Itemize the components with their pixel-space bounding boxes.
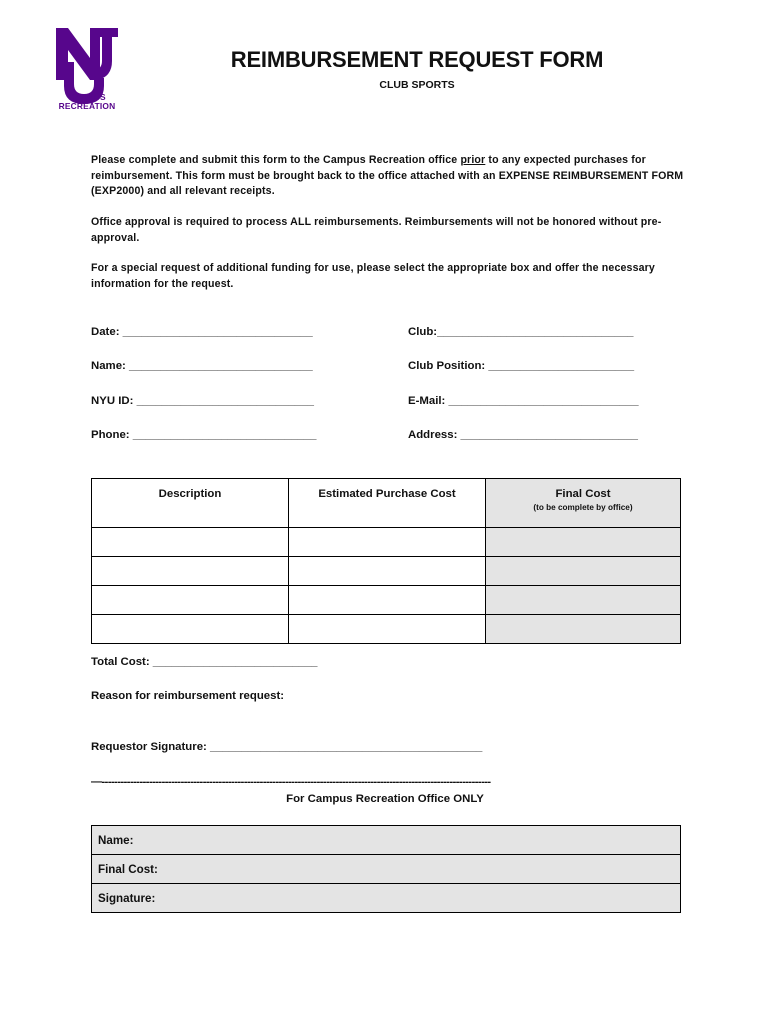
name-field[interactable]: Name: _____________________________ (91, 360, 313, 372)
club-field[interactable]: Club:_______________________________ (408, 326, 634, 338)
office-use-table (91, 825, 681, 913)
table-row (92, 884, 681, 913)
purchase-items-table (91, 478, 681, 644)
office-name-field: Name: (92, 826, 681, 855)
final-cost-column-header (486, 479, 681, 528)
table-row (92, 557, 681, 586)
form-subtitle: CLUB SPORTS (379, 79, 455, 91)
section-divider: —--------------------------------------------------------------------------------------------------------------------------- (91, 776, 491, 788)
office-final-cost-field: Final Cost: (92, 855, 681, 884)
table-row (92, 586, 681, 615)
table-row (92, 615, 681, 644)
final-cost-cell (486, 557, 681, 586)
final-cost-label: Final Cost (555, 488, 611, 500)
nyu-id-field[interactable]: NYU ID: ____________________________ (91, 395, 314, 407)
logo-line-campus: CAMPUS (68, 92, 106, 102)
total-cost-field[interactable]: Total Cost: __________________________ (91, 656, 318, 668)
final-cost-cell (486, 615, 681, 644)
email-field[interactable]: E-Mail: ______________________________ (408, 395, 639, 407)
description-column-header: Description (92, 479, 289, 528)
instruction-paragraph-1 (91, 153, 691, 200)
final-cost-cell (486, 586, 681, 615)
instruction-text: to any expected purchases for reimbursement. This form must be brought back to the office attached with an EXPENSE REIMBURSEMENT FORM (EXP2000) and all relevant receipts. (91, 154, 684, 197)
office-signature-field: Signature: (92, 884, 681, 913)
office-only-heading: For Campus Recreation Office ONLY (286, 793, 484, 805)
logo-text (50, 93, 124, 111)
phone-field[interactable]: Phone: _____________________________ (91, 429, 317, 441)
estimated-cost-cell[interactable] (289, 586, 486, 615)
table-header-row (92, 479, 681, 528)
table-row (92, 826, 681, 855)
logo-line-recreation: RECREATION (58, 101, 116, 111)
description-cell[interactable] (92, 528, 289, 557)
instruction-text: Please complete and submit this form to the Campus Recreation office (91, 154, 461, 166)
instruction-emphasis: prior (460, 154, 486, 166)
description-cell[interactable] (92, 557, 289, 586)
final-cost-cell (486, 528, 681, 557)
requestor-signature-field[interactable]: Requestor Signature: ___________________________________________ (91, 741, 483, 753)
estimated-cost-cell[interactable] (289, 557, 486, 586)
description-cell[interactable] (92, 615, 289, 644)
description-cell[interactable] (92, 586, 289, 615)
club-position-field[interactable]: Club Position: _______________________ (408, 360, 635, 372)
estimated-cost-cell[interactable] (289, 528, 486, 557)
date-field[interactable]: Date: ______________________________ (91, 326, 313, 338)
address-field[interactable]: Address: ____________________________ (408, 429, 638, 441)
instruction-paragraph-2: Office approval is required to process ALL reimbursements. Reimbursements will not be honored without pre-approval. (91, 216, 662, 244)
reason-label: Reason for reimbursement request: (91, 690, 285, 702)
instruction-paragraph-3: For a special request of additional funding for use, please select the appropriate box and offer the necessary information for the request. (91, 262, 655, 290)
final-cost-note: (to be complete by office) (533, 503, 633, 512)
table-row (92, 528, 681, 557)
estimated-cost-column-header: Estimated Purchase Cost (289, 479, 486, 528)
estimated-cost-cell[interactable] (289, 615, 486, 644)
form-title: REIMBURSEMENT REQUEST FORM (230, 47, 604, 72)
table-row (92, 855, 681, 884)
